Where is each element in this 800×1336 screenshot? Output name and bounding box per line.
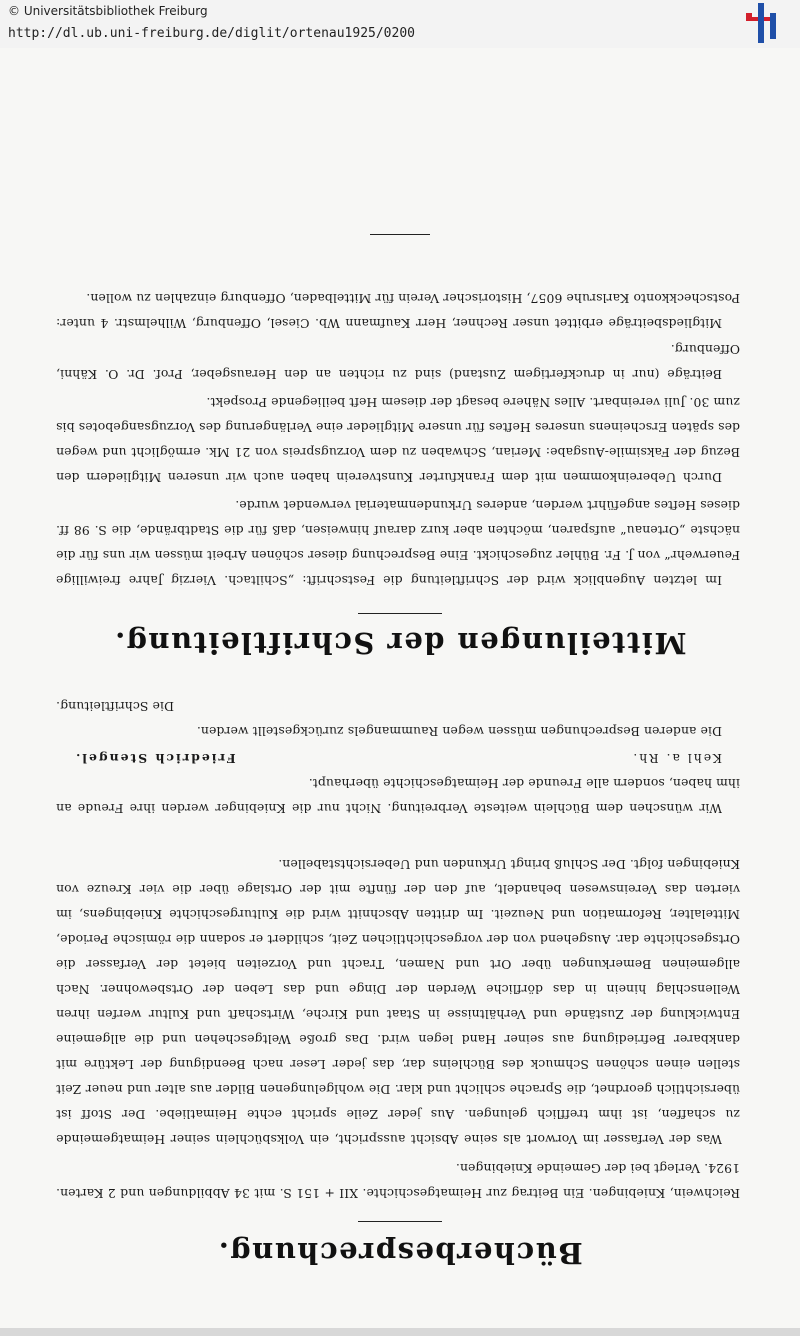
review-paragraph-1: Was der Verfasser im Vorwort als seine Absicht ausspricht, ein Volksbüchlein seiner Heimatgemeinde zu schaffen, ist ihm trefflich gelungen. Aus jeder Zeile spricht echte Heimatliebe. Der Stoff ist übersichtlich geordnet, die Sprache schlicht und klar. Die wohlgelungenen Bilder aus alter und neuer Zeit stellen einen schönen Schmuck des Büchleins dar, das jeder Leser nach Beendigung der Lektüre mit dankbarer Befriedigung aus seiner Hand legen wird. Das große Weltgeschehen und die allgemeine Entwicklung der Zustände und Verhältnisse in Staat und Kirche, Wirtschaft und Kultur werfen ihren Wellenschlag hinein in das dörfliche Werden der Dinge und das Leben der Ortsbewohner. Nach allgemeinen Bemerkungen über Ort und Namen, Tracht und Vorzeiten bietet der Verfasser die Ortsgeschichte dar. Ausgehend von der vorgeschichtlichen Zeit, schildert er sodann die römische Periode, Mittelalter, Reformation und Neuzeit. Im dritten Abschnitt wird die Kulturgeschichte Kniebingens, im vierten das Vereinswesen behandelt, auf den der fünfte mit der Ortslage über die vier Kreuze von Kniebingen folgt. Der Schluß bringt Urkunden und Uebersichtstabellen. xyxy=(56,857,740,1147)
copyright-notice: © Universitätsbibliothek Freiburg xyxy=(8,4,208,18)
review-paragraph-2: Wir wünschen dem Büchlein weiteste Verbreitung. Nicht nur die Kniebinger werden ihre Freude an ihm haben, sondern alle Freunde der Heimatgeschichte überhaupt. xyxy=(56,776,740,816)
review-heading: Bücherbesprechung. xyxy=(217,1236,583,1270)
viewer-top-bar xyxy=(0,0,800,49)
ub-freiburg-logo-icon xyxy=(746,3,782,43)
reviewer-line xyxy=(56,746,740,771)
reviewer-place: Kehl a. Rh. xyxy=(631,751,722,766)
heading-rule xyxy=(358,1221,442,1222)
notices-paragraph-1: Im letzten Augenblick wird der Schriftleitung die Festschrift: „Schiltach. Vierzig Jahre freiwillige Feuerwehr“ von J. Fr. Bühler zugeschickt. Eine Besprechung dieser schönen Arbeit müssen wir uns für die nächste „Ortenau“ aufsparen, möchten aber kurz darauf hinweisen, daß für die Stadtbrände, die S. 98 ff. dieses Heftes angeführt werden, anderes Urkundenmaterial verwendet wurde. xyxy=(56,498,740,588)
notices-paragraph-3: Beiträge (nur in druckfertigem Zustand) sind zu richten an den Herausgeber, Prof. Dr. O. Kähni, Offenburg. xyxy=(56,342,740,382)
notices-paragraph-4: Mitgliedsbeiträge erbittet unser Rechner, Herr Kaufmann Wb. Ciesel, Offenburg, Wilhelmstr. 4 unter: Postscheckkonto Karlsruhe 6057, Historischer Verein für Mittelbaden, Offenburg einzahlen zu wollen. xyxy=(56,291,740,331)
notices-paragraph-2: Durch Uebereinkommen mit dem Frankfurter Kunstverein haben auch wir unseren Mitgliedern den Bezug der Faksimile-Ausgabe: Merian, Schwaben zu dem Vorzugspreis von 21 Mk. ermöglicht und wegen des späten Erscheinens unseres Heftes für unsere Mitglieder eine Verlängerung des Vorzugsangebotes bis zum 30. Juli vereinbart. Alles Nähere besagt der diesem Heft beiliegende Prospekt. xyxy=(56,395,740,485)
notices-rule xyxy=(358,613,442,614)
page-content-rotated xyxy=(0,48,800,1328)
review-closing-sign: Die Schriftleitung. xyxy=(56,699,174,714)
scanned-page xyxy=(0,48,800,1328)
end-rule xyxy=(370,234,430,235)
review-closing: Die anderen Besprechungen müssen wegen Raummangels zurückgestellt werden. xyxy=(196,724,722,739)
notices-heading: Mitteilungen der Schriftleitung. xyxy=(113,626,687,660)
reviewer-name: Friedrich Stengel. xyxy=(74,751,236,766)
page-url[interactable]: http://dl.ub.uni-freiburg.de/diglit/ortenau1925/0200 xyxy=(8,26,415,41)
review-citation: Reichwein, Kniebingen. Ein Beitrag zur Heimatgeschichte. XII + 151 S. mit 34 Abbildungen und 2 Karten. 1924. Verlegt bei der Gemeinde Kniebingen. xyxy=(56,1161,740,1201)
viewer-bottom-bar xyxy=(0,1328,800,1336)
